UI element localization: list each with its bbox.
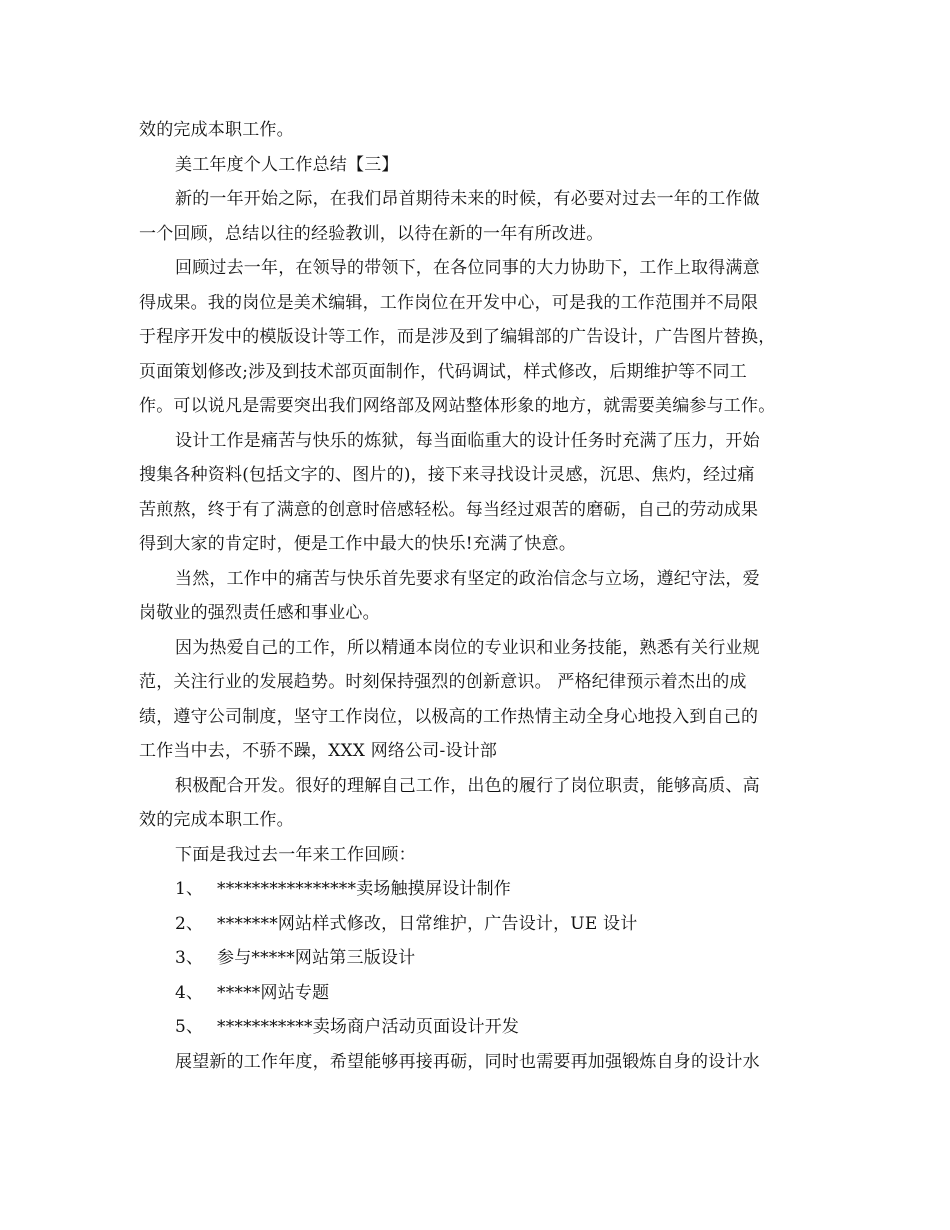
paragraph-line: 一个回顾，总结以往的经验教训，以待在新的一年有所改进。 (139, 223, 604, 244)
list-text: 参与*****网站第三版设计 (217, 948, 416, 968)
paragraph-line: 得到大家的肯定时，便是工作中最大的快乐!充满了快意。 (139, 534, 577, 554)
closing-line: 展望新的工作年度，希望能够再接再砺，同时也需要再加强锻炼自身的设计水 (175, 1051, 760, 1072)
paragraph-line: 新的一年开始之际，在我们昂首期待未来的时候，有必要对过去一年的工作做 (175, 189, 760, 209)
list-text: *******网站样式修改，日常维护，广告设计，UE 设计 (217, 913, 638, 934)
paragraph-line: 范，关注行业的发展趋势。时刻保持强烈的创新意识。 严格纪律预示着杰出的成 (139, 672, 747, 692)
paragraph-line: 当然，工作中的痛苦与快乐首先要求有坚定的政治信念与立场，遵纪守法，爱 (175, 568, 760, 589)
paragraph-line: 回顾过去一年，在领导的带领下，在各位同事的大力协助下，工作上取得满意 (175, 258, 760, 278)
paragraph-line: 绩，遵守公司制度，坚守工作岗位，以极高的工作热情主动全身心地投入到自己的 (139, 706, 759, 727)
list-text: ***********卖场商户活动页面设计开发 (217, 1017, 520, 1037)
paragraph-line: 于程序开发中的模版设计等工作，而是涉及到了编辑部的广告设计，广告图片替换， (139, 327, 776, 347)
list-number: 2、 (175, 913, 204, 934)
paragraph-line: 岗敬业的强烈责任感和事业心。 (139, 603, 380, 623)
list-number: 3、 (175, 948, 204, 968)
paragraph-line: 因为热爱自己的工作，所以精通本岗位的专业识和业务技能，熟悉有关行业规 (175, 637, 760, 658)
document-body (139, 113, 819, 1079)
list-item (139, 976, 819, 1011)
list-item (139, 941, 819, 976)
paragraph-line: 搜集各种资料(包括文字的、图片的)，接下来寻找设计灵感，沉思、焦灼，经过痛 (139, 465, 755, 485)
paragraph-line: 页面策划修改;涉及到技术部页面制作，代码调试，样式修改，后期维护等不同工 (139, 361, 747, 382)
paragraph-line: 设计工作是痛苦与快乐的炼狱，每当面临重大的设计任务时充满了压力，开始 (175, 430, 760, 451)
paragraph-line: 得成果。我的岗位是美术编辑，工作岗位在开发中心，可是我的工作范围并不局限 (139, 292, 759, 313)
paragraph-line: 效的完成本职工作。 (139, 810, 294, 830)
paragraph-line: 工作当中去，不骄不躁，XXX 网络公司-设计部 (139, 741, 498, 761)
section-title: 美工年度个人工作总结【三】 (175, 154, 399, 175)
list-text: ****************卖场触摸屏设计制作 (217, 879, 511, 899)
paragraph-line: 积极配合开发。很好的理解自己工作，出色的履行了岗位职责，能够高质、高 (175, 775, 760, 796)
list-text: *****网站专题 (217, 982, 330, 1003)
paragraph-line: 作。可以说凡是需要突出我们网络部及网站整体形象的地方，就需要美编参与工作。 (139, 396, 776, 416)
list-number: 1、 (175, 879, 204, 899)
list-item (139, 907, 819, 942)
paragraph-line: 苦煎熬，终于有了满意的创意时倍感轻松。每当经过艰苦的磨砺，自己的劳动成果 (139, 499, 759, 520)
list-item (139, 1010, 819, 1045)
paragraph-line: 下面是我过去一年来工作回顾： (175, 844, 416, 865)
list-number: 5、 (175, 1017, 204, 1037)
list-number: 4、 (175, 982, 204, 1003)
paragraph-line: 效的完成本职工作。 (139, 120, 294, 140)
list-item (139, 872, 819, 907)
